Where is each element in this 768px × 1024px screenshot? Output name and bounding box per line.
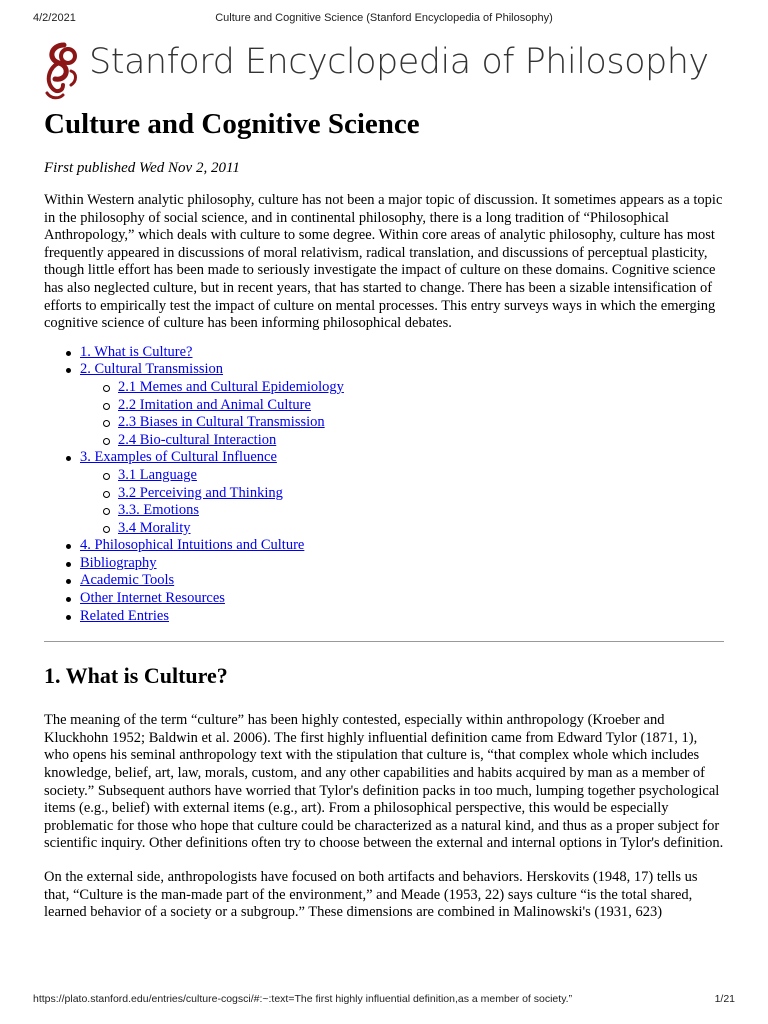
site-name-link[interactable]: Stanford Encyclopedia of Philosophy: [89, 42, 709, 82]
toc-item: [80, 361, 724, 449]
toc-link-language[interactable]: 3.1 Language: [118, 466, 197, 483]
sep-logo-icon[interactable]: [37, 41, 83, 101]
section-heading: 1. What is Culture?: [44, 663, 228, 689]
print-footer: [0, 993, 768, 1009]
toc-subitem: [118, 432, 724, 450]
toc-sublist: [80, 467, 724, 537]
entry-title: Culture and Cognitive Science: [44, 108, 420, 140]
toc-item: [80, 537, 724, 555]
toc-subitem: [118, 467, 724, 485]
preamble: Within Western analytic philosophy, culture has not been a major topic of discussion. It sometimes appears as a topic in the philosophy of social science, and in continental philosophy, there is a long tradition of “Philosophical Anthropology,” which deals with culture to some degree. Within core areas of analytic philosophy, culture has most frequently appeared in discussions of moral relativism, radical translation, and discussions of perceptual plasticity, though little effort has been made to seriously investigate the impact of culture on these domains. Cognitive science has also neglected culture, but in recent years, that has started to change. There has been a sizable intensification of efforts to empirically test the impact of culture on mental processes. This entry surveys ways in which the emerging cognitive science of culture has been informing philosophical debates.: [44, 192, 723, 332]
print-date: 4/2/2021: [33, 12, 76, 24]
table-of-contents: [44, 344, 724, 626]
publication-info: First published Wed Nov 2, 2011: [44, 160, 240, 176]
toc-link-morality[interactable]: 3.4 Morality: [118, 519, 191, 536]
toc-item: [80, 608, 724, 626]
toc-link-bio-cultural[interactable]: 2.4 Bio-cultural Interaction: [118, 431, 277, 448]
toc-item: [80, 572, 724, 590]
toc-item: [80, 344, 724, 362]
toc-item: [80, 555, 724, 573]
toc-link-academic-tools[interactable]: Academic Tools: [80, 572, 175, 589]
toc-item: [80, 590, 724, 608]
toc-sublist: [80, 379, 724, 449]
toc-link-biases[interactable]: 2.3 Biases in Cultural Transmission: [118, 414, 325, 431]
toc-link-intuitions[interactable]: 4. Philosophical Intuitions and Culture: [80, 537, 305, 554]
toc-link-emotions[interactable]: 3.3. Emotions: [118, 502, 199, 519]
print-header: [0, 12, 768, 28]
toc-link-cultural-transmission[interactable]: 2. Cultural Transmission: [80, 361, 224, 378]
section-divider: [44, 641, 724, 642]
toc-link-examples[interactable]: 3. Examples of Cultural Influence: [80, 449, 277, 466]
toc-subitem: [118, 485, 724, 503]
toc-subitem: [118, 502, 724, 520]
toc-subitem: [118, 520, 724, 538]
toc-link-memes[interactable]: 2.1 Memes and Cultural Epidemiology: [118, 378, 344, 395]
toc-subitem: [118, 414, 724, 432]
toc-link-related-entries[interactable]: Related Entries: [80, 607, 169, 624]
print-url: https://plato.stanford.edu/entries/culture-cogsci/#:~:text=The first highly influential definition,as a member of society.”: [33, 993, 573, 1005]
toc-subitem: [118, 379, 724, 397]
print-page-title: Culture and Cognitive Science (Stanford Encyclopedia of Philosophy): [215, 12, 553, 24]
page-number: 1/21: [714, 993, 735, 1005]
body-paragraph: On the external side, anthropologists have focused on both artifacts and behaviors. Herskovits (1948, 17) tells us that, “Culture is the man-made part of the environment,” and Meade (1953, 22) says culture “is the total shared, learned behavior of a society or a subgroup.” These dimensions are combined in Malinowski's (1931, 623): [44, 869, 698, 921]
toc-link-perceiving[interactable]: 3.2 Perceiving and Thinking: [118, 484, 283, 501]
toc-link-imitation[interactable]: 2.2 Imitation and Animal Culture: [118, 396, 311, 413]
toc-link-bibliography[interactable]: Bibliography: [80, 554, 157, 571]
toc-link-what-is-culture[interactable]: 1. What is Culture?: [80, 343, 193, 360]
site-header: [37, 41, 737, 101]
toc-item: [80, 449, 724, 537]
entry-content: [44, 104, 724, 936]
toc-link-other-resources[interactable]: Other Internet Resources: [80, 590, 225, 607]
body-paragraph: The meaning of the term “culture” has been highly contested, especially within anthropology (Kroeber and Kluckhohn 1952; Baldwin et al. 2006). The first highly influential definition came from Edward Tylor (1871, 1), who opens his seminal anthropology text with the stipulation that culture is, “that complex whole which includes knowledge, belief, art, law, morals, custom, and any other capabilities and habits acquired by man as a member of society.” Subsequent authors have worried that Tylor's definition packs in too much, lumping together psychological items (e.g., belief) with external items (e.g., art). From a philosophical perspective, this would be especially problematic for those who hope that culture could be characterized as a natural kind, and thus as a proper subject for scientific inquiry. Other definitions often try to choose between the external and internal options in Tylor's definition.: [44, 712, 724, 852]
toc-subitem: [118, 397, 724, 415]
